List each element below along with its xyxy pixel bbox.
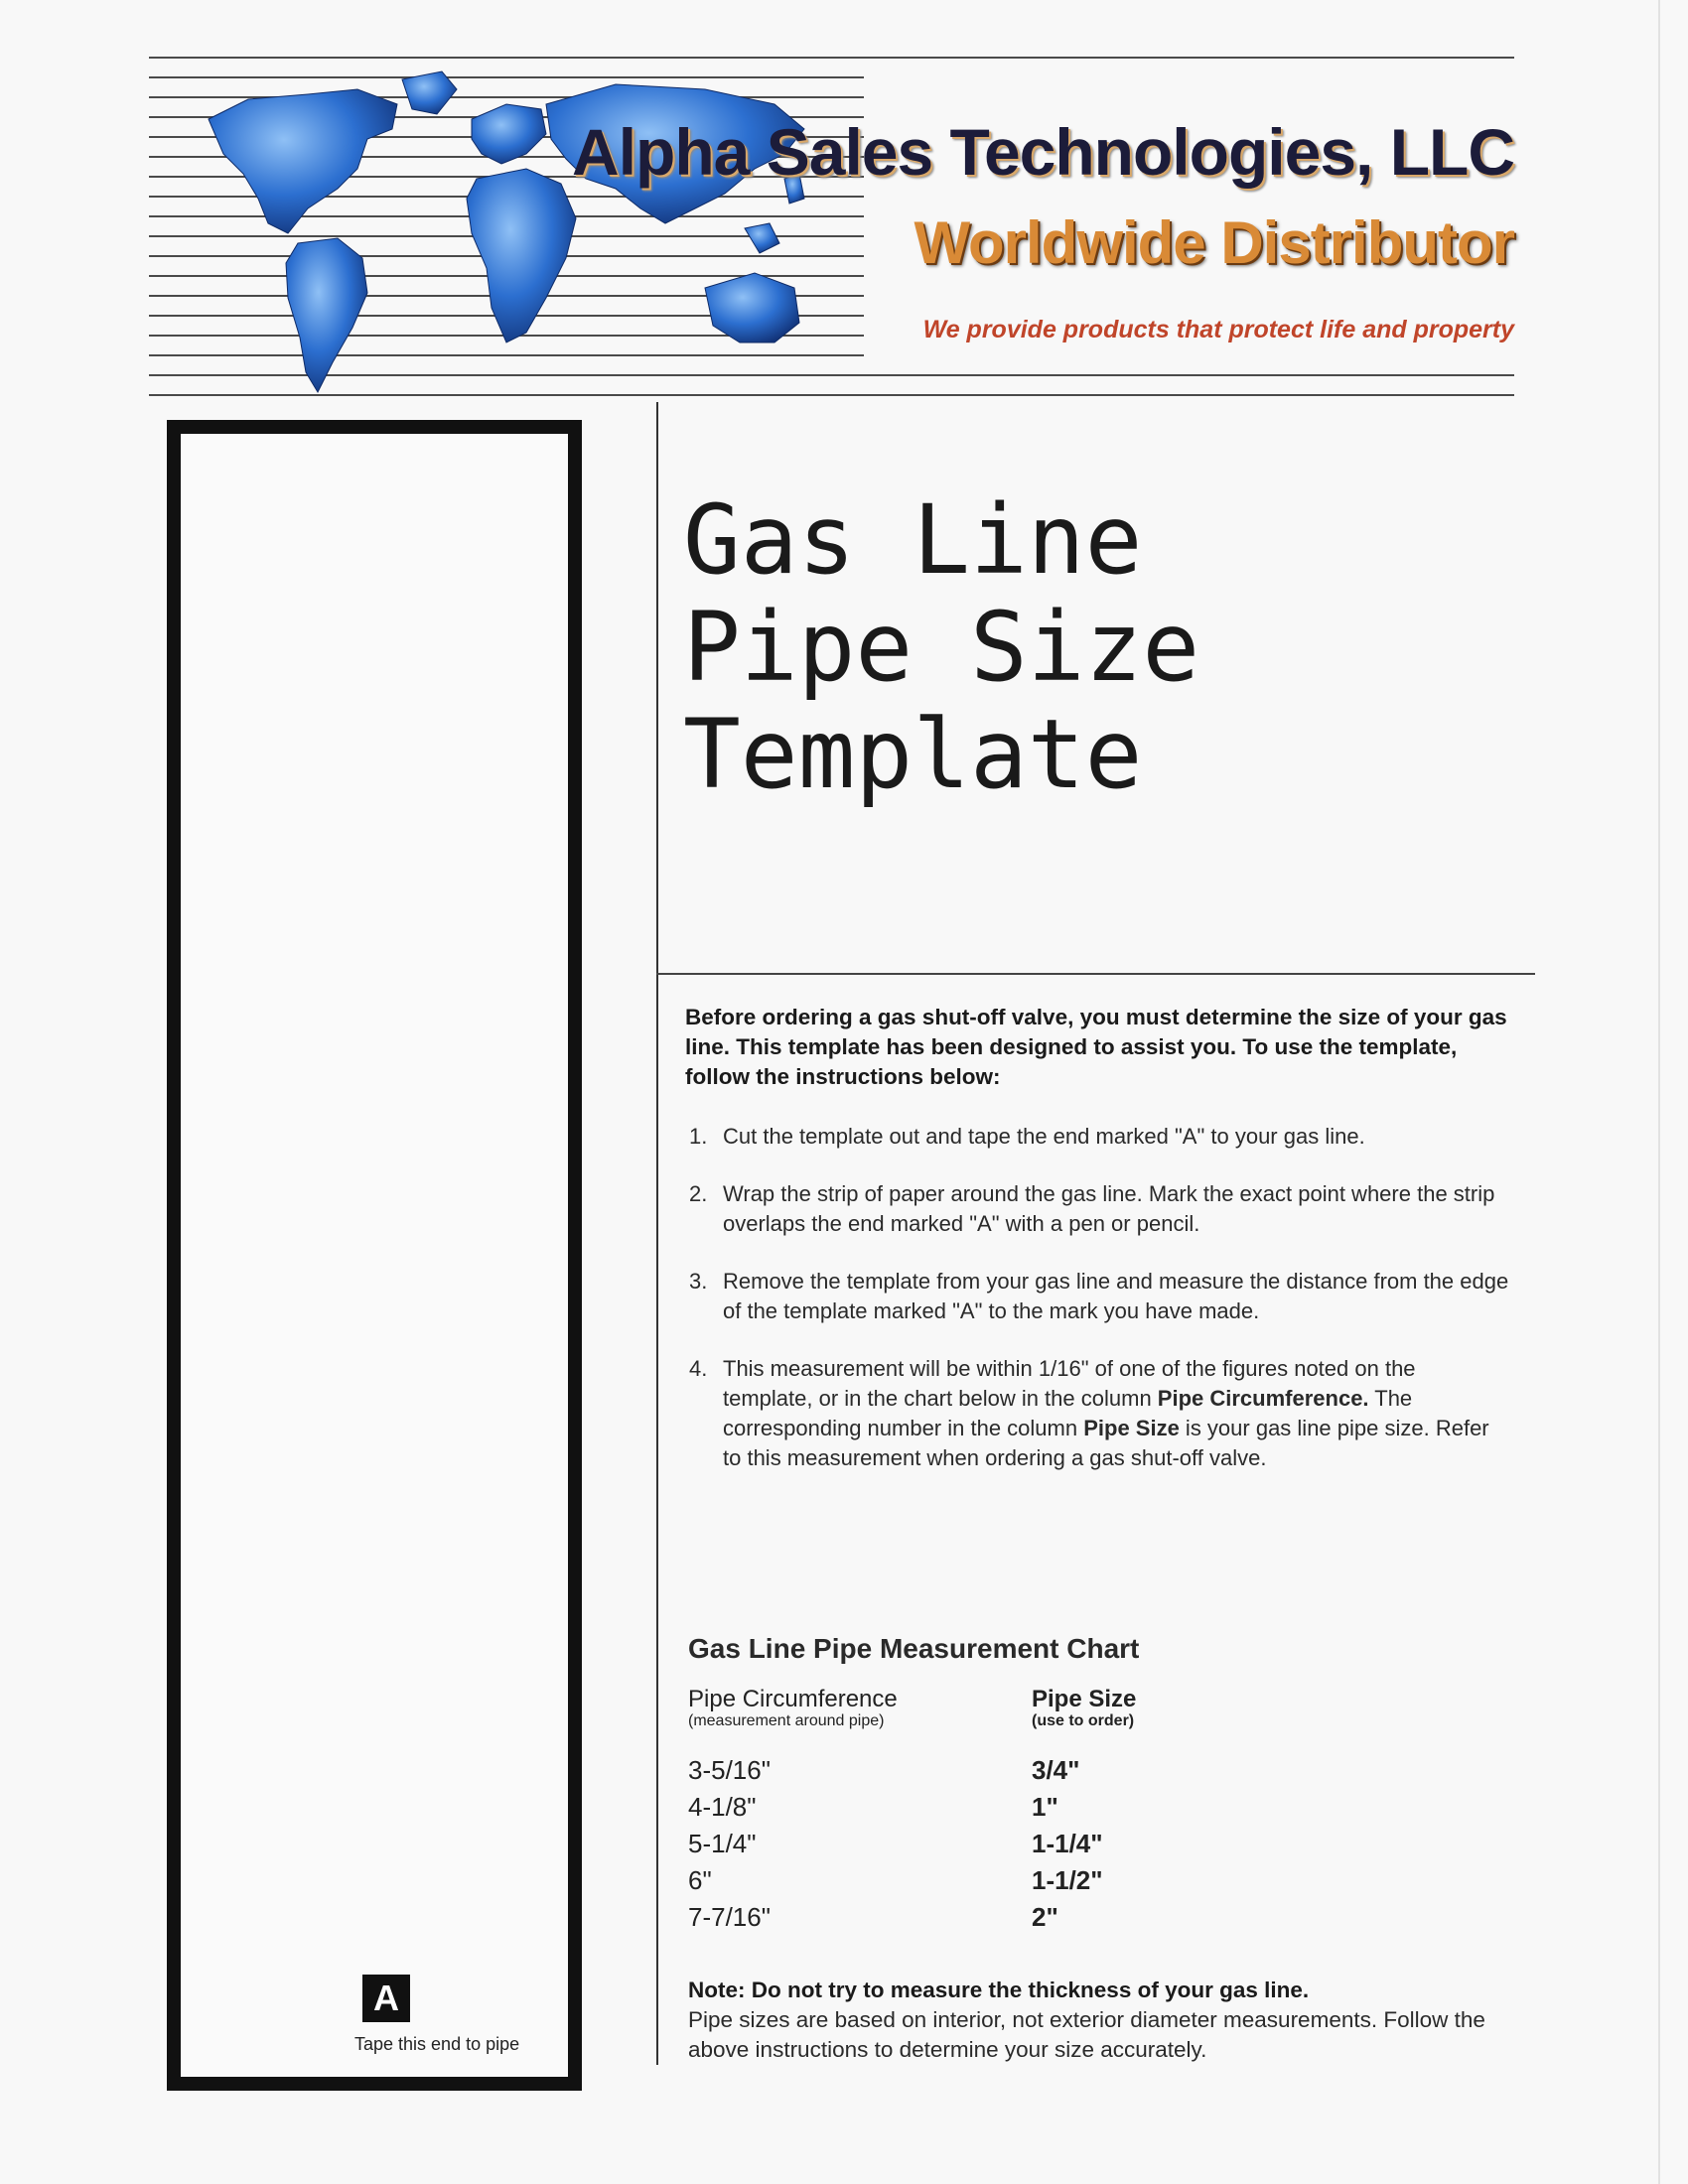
step-bold-term: Pipe Circumference. (1157, 1386, 1369, 1411)
title-line-2: Pipe Size (683, 592, 1200, 703)
step-text: Cut the template out and tape the end marked "A" to your gas line. (723, 1124, 1365, 1149)
marker-a-badge: A (362, 1975, 410, 2022)
step-item (685, 1267, 1509, 1326)
measurement-chart (688, 1633, 1502, 1936)
size-cell: 3/4" (1032, 1755, 1080, 1785)
table-row (688, 1789, 1502, 1826)
col-subheader-size: (use to order) (1032, 1712, 1135, 1729)
note-text: Pipe sizes are based on interior, not exterior diameter measurements. Follow the above instructions to determine your size accurately. (688, 2007, 1485, 2062)
title-line-1: Gas Line (683, 484, 1143, 596)
step-bold-term: Pipe Size (1083, 1416, 1180, 1440)
size-cell: 1-1/2" (1032, 1865, 1103, 1895)
table-row (688, 1826, 1502, 1862)
step-text: Wrap the strip of paper around the gas line. Mark the exact point where the strip overlaps the end marked "A" with a pen or pencil. (723, 1181, 1495, 1236)
circumference-cell: 3-5/16" (688, 1755, 771, 1785)
step-text-part: The corresponding number in the column (723, 1386, 1413, 1440)
step-text-part: is your gas line pipe size. Refer to this measurement when ordering a gas shut-off valve. (723, 1416, 1489, 1470)
col-header-circumference: Pipe Circumference (688, 1686, 898, 1712)
circumference-cell: 7-7/16" (688, 1902, 771, 1932)
circumference-cell: 5-1/4" (688, 1829, 757, 1858)
step-text: Remove the template from your gas line and measure the distance from the edge of the template marked "A" to the mark you have made. (723, 1269, 1509, 1323)
page-title (683, 486, 1477, 808)
size-cell: 1-1/4" (1032, 1829, 1103, 1858)
col-subheader-circumference: (measurement around pipe) (688, 1712, 885, 1729)
world-map-icon (189, 60, 864, 407)
circumference-cell: 4-1/8" (688, 1792, 757, 1822)
table-row (688, 1862, 1502, 1899)
size-cell: 1" (1032, 1792, 1058, 1822)
steps-list (685, 1122, 1509, 1473)
step-number: 2. (689, 1181, 708, 1206)
company-name: Alpha Sales Technologies, LLC (572, 115, 1514, 189)
chart-rows (688, 1752, 1502, 1936)
step-number: 4. (689, 1356, 708, 1381)
circumference-cell: 6" (688, 1865, 712, 1895)
step-item (685, 1122, 1509, 1152)
step-item (685, 1354, 1509, 1473)
note-paragraph (688, 1976, 1512, 2065)
note-bold: Note: Do not try to measure the thickness of your gas line. (688, 1978, 1310, 2002)
title-line-3: Template (683, 699, 1143, 810)
company-tagline: Worldwide Distributor (914, 209, 1514, 276)
table-row (688, 1899, 1502, 1936)
step-number: 1. (689, 1124, 708, 1149)
chart-header-row (688, 1687, 1502, 1730)
chart-title: Gas Line Pipe Measurement Chart (688, 1633, 1140, 1664)
paper-edge (1658, 0, 1660, 2184)
size-cell: 2" (1032, 1902, 1058, 1932)
intro-paragraph: Before ordering a gas shut-off valve, you must determine the size of your gas line. This template has been designed to assist you. To use the template, follow the instructions below: (685, 1005, 1507, 1089)
company-motto: We provide products that protect life and property (922, 316, 1514, 343)
instructions (685, 1003, 1509, 1501)
horizontal-divider (656, 973, 1535, 975)
col-header-size: Pipe Size (1032, 1686, 1137, 1712)
step-item (685, 1179, 1509, 1239)
step-number: 3. (689, 1269, 708, 1294)
step-text-part: This measurement will be within 1/16" of one of the figures noted on the template, or in the chart below in the column (723, 1356, 1416, 1411)
table-row (688, 1752, 1502, 1789)
marker-caption: Tape this end to pipe (354, 2034, 520, 2054)
pipe-template-strip (167, 420, 582, 2091)
vertical-divider (656, 402, 658, 2065)
letterhead (149, 50, 1514, 407)
